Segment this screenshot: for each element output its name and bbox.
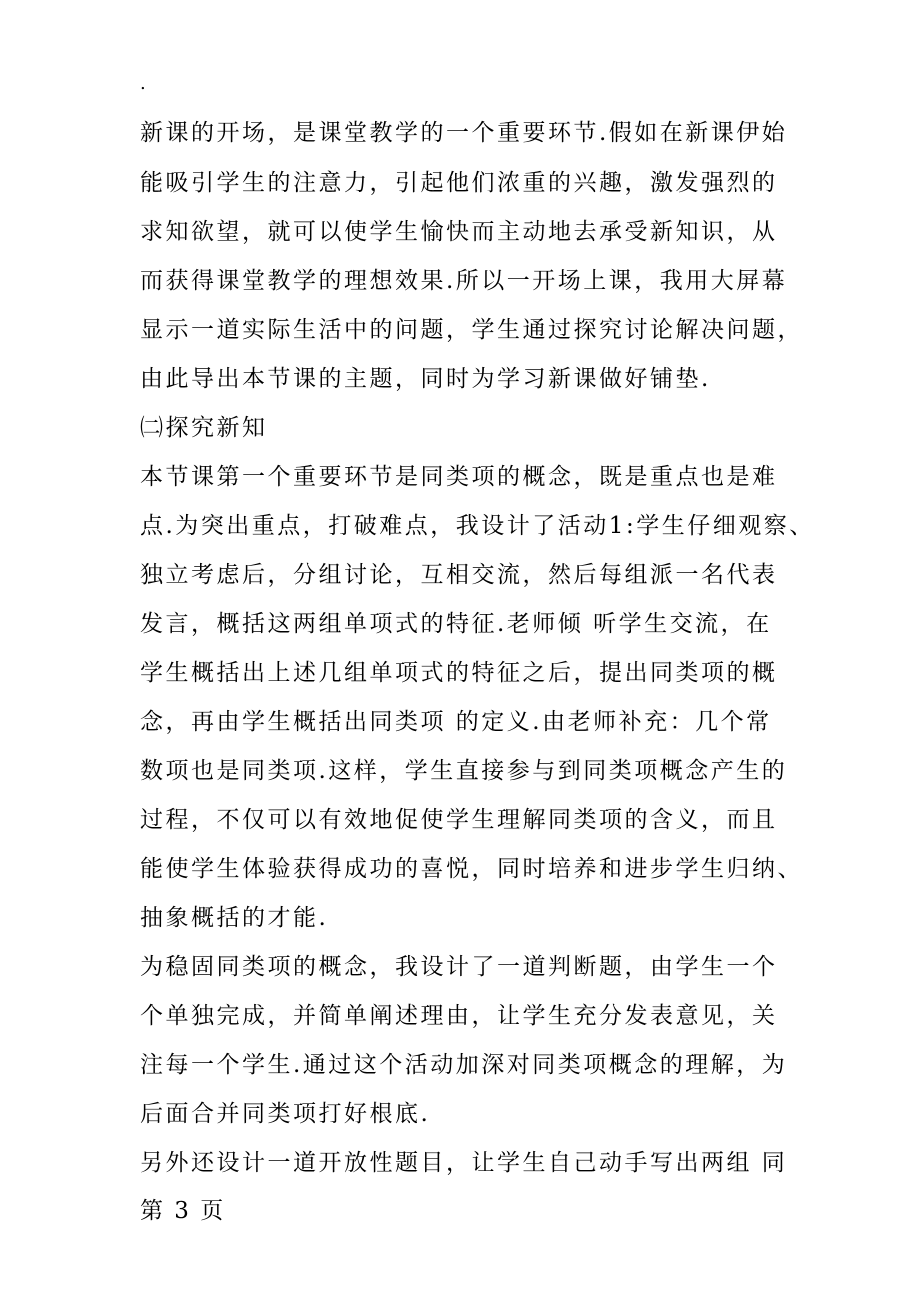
section-heading: ㈡探究新知 [140,415,268,441]
text-line: 本节课第一个重要环节是同类项的概念，既是重点也是难 [140,464,778,490]
text-line: 另外还设计一道开放性题目，让学生自己动手写出两组 同 [140,1150,788,1176]
header-mark: . [140,73,146,94]
page-number: 第 3 页 [140,1198,226,1224]
text-line: 注每一个学生.通过这个活动加深对同类项概念的理解，为 [140,1052,788,1078]
text-line: 后面合并同类项打好根底. [140,1101,431,1127]
text-line: 发言，概括这两组单项式的特征.老师倾 听学生交流，在 [140,611,772,637]
text-line: 念，再由学生概括出同类项 的定义.由老师补充：几个常 [140,709,772,735]
text-line: 学生概括出上述几组单项式的特征之后，提出同类项的概 [140,660,778,686]
text-line: 新课的开场，是课堂教学的一个重要环节.假如在新课伊始 [140,120,788,146]
text-line: 数项也是同类项.这样，学生直接参与到同类项概念产生的 [140,758,788,784]
text-line: 为稳固同类项的概念，我设计了一道判断题，由学生一个 [140,954,778,980]
text-line: 而获得课堂教学的理想效果.所以一开场上课，我用大屏幕 [140,268,788,294]
text-line: 显示一道实际生活中的问题，学生通过探究讨论解决问题， [140,317,803,343]
text-line: 点.为突出重点，打破难点，我设计了活动1:学生仔细观察、 [140,513,815,539]
text-line: 由此导出本节课的主题，同时为学习新课做好铺垫. [140,366,711,392]
text-line: 个单独完成，并简单阐述理由，让学生充分发表意见，关 [140,1003,778,1029]
text-line: 求知欲望，就可以使学生愉快而主动地去承受新知识，从 [140,219,778,245]
text-line: 抽象概括的才能. [140,905,329,931]
text-line: 过程，不仅可以有效地促使学生理解同类项的含义，而且 [140,807,778,833]
text-line: 能吸引学生的注意力，引起他们浓重的兴趣，激发强烈的 [140,170,778,196]
text-line: 能使学生体验获得成功的喜悦，同时培养和进步学生归纳、 [140,856,803,882]
text-line: 独立考虑后，分组讨论，互相交流，然后每组派一名代表 [140,562,778,588]
